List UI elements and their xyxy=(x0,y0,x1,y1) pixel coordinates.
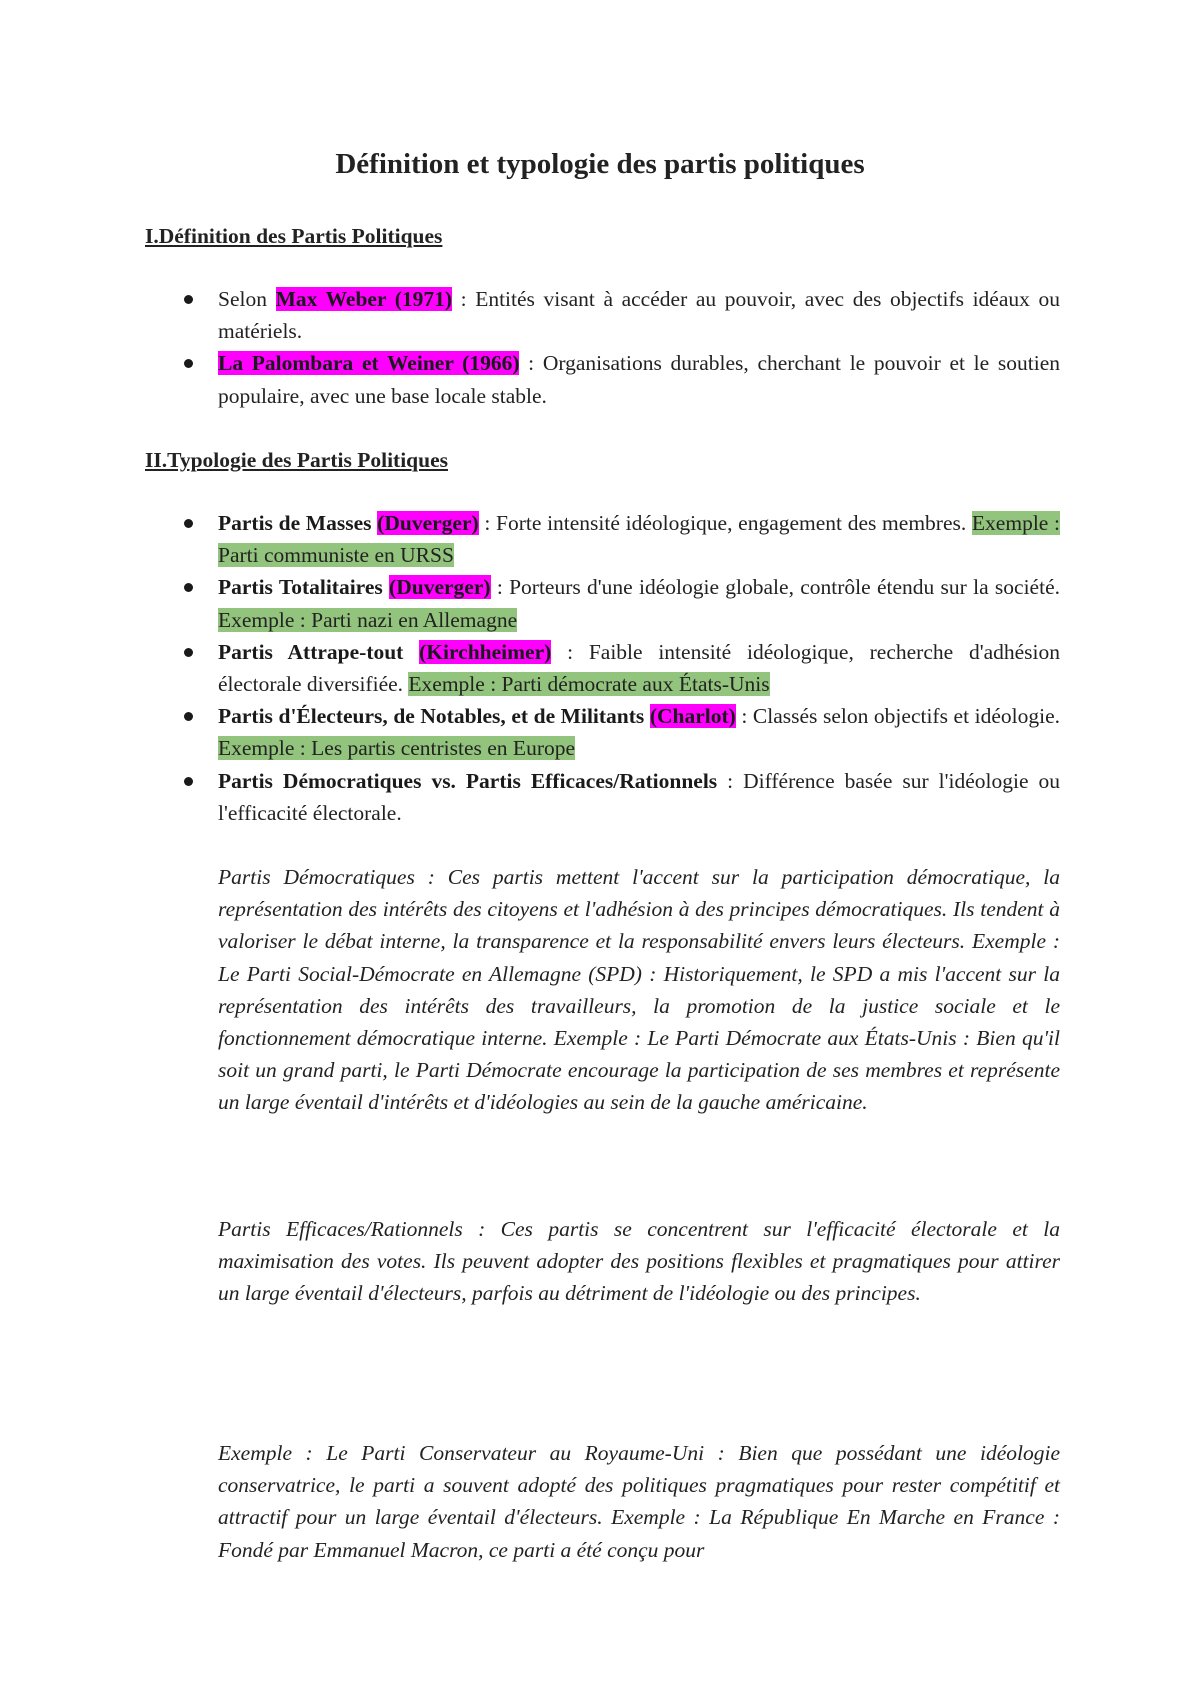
paragraph-partis-democratiques: Partis Démocratiques : Ces partis mettent l'accent sur la participation démocratique, la représentation des intérêts des citoyens et l'adhésion à des principes démocratiques. Ils tendent à valoriser le débat interne, la transparence et la responsabilité envers leurs électeurs. Exemple : Le Parti Social-Démocrate en Allemagne (SPD) : Historiquement, le SPD a mis l'accent sur la représentation des intérêts des travailleurs, la promotion de la justice sociale et le fonctionnement démocratique interne. Exemple : Le Parti Démocrate aux États-Unis : Bien qu'il soit un grand parti, le Parti Démocrate encourage la participation de ses membres et représente un large éventail d'intérêts et d'idéologies au sein de la gauche américaine. xyxy=(218,865,1060,1115)
item-text: : Classés selon objectifs et idéologie. xyxy=(735,704,1060,729)
author-highlight: La Palombara et Weiner (1966) xyxy=(218,351,520,376)
author-highlight: (Kirchheimer) xyxy=(419,639,552,664)
section-heading-typologie: II.Typologie des Partis Politiques xyxy=(145,448,449,472)
item-text: : Forte intensité idéologique, engagement des membres. xyxy=(478,511,972,535)
example-highlight: Exemple : Les partis centristes en Europe xyxy=(218,736,576,761)
paragraph-partis-efficaces: Partis Efficaces/Rationnels : Ces partis se concentrent sur l'efficacité électorale et la maximisation des votes. Ils peuvent adopter des positions flexibles et pragmatiques pour attirer un large éventail d'électeurs, parfois au détriment de l'idéologie ou des principes. xyxy=(218,1217,1060,1306)
section-heading-definition: I.Définition des Partis Politiques xyxy=(145,224,443,248)
list-item xyxy=(145,507,1060,571)
party-type-term: Partis Démocratiques vs. Partis Efficaces/Rationnels xyxy=(218,768,718,793)
list-item xyxy=(145,571,1060,635)
author-highlight: (Duverger) xyxy=(377,511,479,535)
item-text: : Entités visant à accéder au pouvoir, avec des objectifs idéaux ou matériels. xyxy=(218,287,1060,344)
item-text: : Faible intensité idéologique, recherche d'adhésion électorale diversifiée. xyxy=(218,639,1060,697)
item-text: : Organisations durables, cherchant le pouvoir et le soutien populaire, avec une base locale stable. xyxy=(218,351,1060,408)
party-type-term: Partis de Masses xyxy=(218,511,372,535)
bullet-icon xyxy=(184,519,193,528)
author-highlight: Max Weber (1971) xyxy=(275,287,453,311)
bullet-icon xyxy=(184,295,193,304)
example-highlight: Exemple : Parti nazi en Allemagne xyxy=(218,607,518,632)
author-highlight: (Charlot) xyxy=(649,704,736,729)
typologie-list xyxy=(145,507,1060,829)
party-type-term: Partis d'Électeurs, de Notables, et de Militants xyxy=(218,704,645,729)
bullet-icon xyxy=(184,583,193,592)
item-text: : Différence basée sur l'idéologie ou l'efficacité électorale. xyxy=(218,768,1060,825)
party-type-term: Partis Totalitaires xyxy=(218,575,383,600)
example-highlight: Exemple : Parti communiste en URSS xyxy=(218,511,1060,568)
list-item xyxy=(145,636,1060,700)
document-title: Définition et typologie des partis politiques xyxy=(335,148,865,180)
paragraph-exemples: Exemple : Le Parti Conservateur au Royaume-Uni : Bien que possédant une idéologie conservatrice, le parti a souvent adopté des politiques pragmatiques pour rester compétitif et attractif pour un large éventail d'électeurs. Exemple : La République En Marche en France : Fondé par Emmanuel Macron, ce parti a été conçu pour xyxy=(218,1441,1060,1562)
bullet-icon xyxy=(184,648,193,657)
item-text: : Porteurs d'une idéologie globale, contrôle étendu sur la société. xyxy=(490,575,1060,600)
party-type-term: Partis Attrape-tout xyxy=(218,639,404,664)
example-highlight: Exemple : Parti démocrate aux États-Unis xyxy=(408,672,770,697)
item-prefix: Selon xyxy=(218,287,276,311)
bullet-icon xyxy=(184,712,193,721)
author-highlight: (Duverger) xyxy=(389,575,491,600)
bullet-icon xyxy=(184,359,193,368)
definition-list xyxy=(145,283,1060,412)
list-item xyxy=(145,700,1060,764)
list-item xyxy=(145,765,1060,829)
list-item xyxy=(145,347,1060,411)
bullet-icon xyxy=(184,777,193,786)
list-item xyxy=(145,283,1060,347)
